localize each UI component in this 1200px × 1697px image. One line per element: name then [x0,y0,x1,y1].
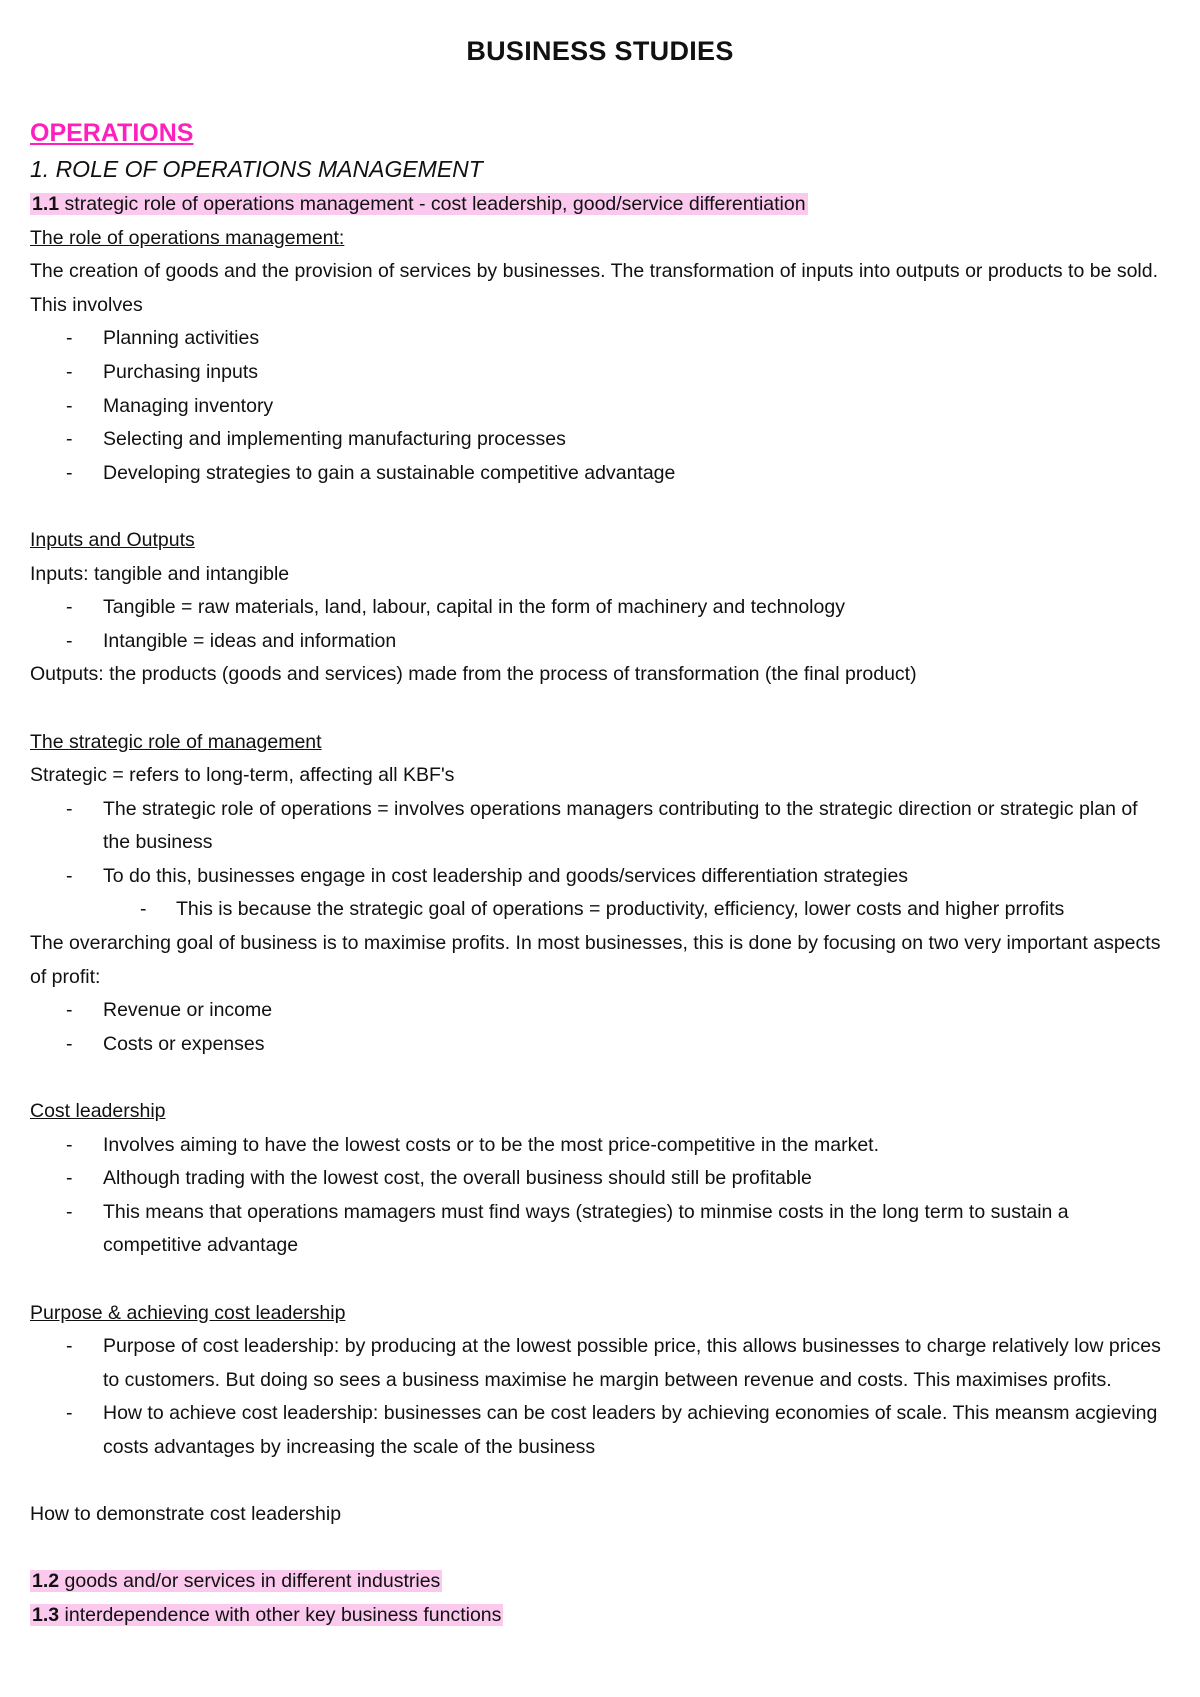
section-heading: OPERATIONS [30,119,194,147]
topic-number: 1.1 [32,193,60,215]
topic-text: goods and/or services in different industries [59,1570,441,1593]
list-item-text: Involves aiming to have the lowest costs or to be the most price-competitive in the market. [103,1133,880,1156]
topic-1-1 [30,188,1170,222]
list-item [30,457,1170,491]
spacer [30,692,1170,726]
spacer [30,1061,1170,1095]
inputs-line: Inputs: tangible and intangible [30,562,290,585]
role-paragraph: The creation of goods and the provision of services by businesses. The transformation of inputs into outputs or products to be sold. This involves [30,260,1159,316]
outputs-line: Outputs: the products (goods and services) made from the process of transformation (the final product) [30,663,917,686]
dash: - [66,999,73,1022]
dash: - [66,360,73,383]
dash: - [66,327,73,350]
dash: - [140,898,147,921]
list-item [30,1330,1170,1397]
list-item-text: Selecting and implementing manufacturing processes [103,428,566,451]
list-item [30,591,1170,625]
list-item [30,793,1170,860]
strategic-paragraph: The overarching goal of business is to maximise profits. In most businesses, this is done by focusing on two very important aspects of profit: [30,932,1161,988]
cost-heading: Cost leadership [30,1100,166,1123]
list-item [30,1129,1170,1163]
list-item [30,423,1170,457]
dash: - [66,428,73,451]
dash: - [66,629,73,652]
list-item-text: The strategic role of operations = involves operations managers contributing to the strategic direction or strategic plan of the business [103,797,1138,854]
topic-1-3 [30,1599,1170,1633]
list-item [30,1397,1170,1464]
dash: - [66,1032,73,1055]
spacer [30,1263,1170,1297]
list-item [30,1162,1170,1196]
dash: - [66,797,73,820]
document-title: BUSINESS STUDIES [466,36,734,66]
topic-1-2 [30,1565,1170,1599]
list-item [30,625,1170,659]
list-item-text: Planning activities [103,327,260,350]
strategic-line: Strategic = refers to long-term, affecting all KBF's [30,764,455,787]
list-item-text: This is because the strategic goal of operations = productivity, efficiency, lower costs and higher prrofits [176,898,1065,921]
list-item [30,322,1170,356]
list-item [30,994,1170,1028]
purpose-heading: Purpose & achieving cost leadership [30,1301,346,1324]
list-item-text: Managing inventory [103,394,274,417]
list-item-text: Intangible = ideas and information [103,629,397,652]
dash: - [66,1335,73,1358]
role-heading: The role of operations management: [30,226,345,249]
dash: - [66,461,73,484]
inputs-heading: Inputs and Outputs [30,528,195,551]
highlight [30,193,808,215]
list-item [30,1196,1170,1263]
topic-text: strategic role of operations management - cost leadership, good/service differentiation [59,193,806,215]
spacer [30,1532,1170,1566]
dash: - [66,596,73,619]
list-item [30,860,1170,894]
topic-text: interdependence with other key business functions [59,1603,502,1626]
dash: - [66,394,73,417]
highlight [30,1570,442,1592]
list-item-text: How to achieve cost leadership: businesses can be cost leaders by achieving economies of scale. This meansm acgieving costs advantages by increasing the scale of the business [103,1402,1158,1458]
list-item [30,356,1170,390]
list-item-text: Although trading with the lowest cost, the overall business should still be profitable [103,1167,812,1190]
dash: - [66,1167,73,1190]
topic-number: 1.2 [32,1570,60,1593]
spacer [30,1465,1170,1499]
dash: - [66,864,73,887]
demonstrate-line: How to demonstrate cost leadership [30,1503,342,1526]
list-item-text: Tangible = raw materials, land, labour, capital in the form of machinery and technology [103,596,845,619]
list-item [30,390,1170,424]
document-page [30,30,1170,1633]
list-item-text: Purpose of cost leadership: by producing at the lowest possible price, this allows businesses to charge relatively low prices to customers. But doing so sees a business maximise he margin between revenue and costs. This maximises profits. [103,1335,1161,1391]
highlight [30,1604,503,1626]
list-item-text: To do this, businesses engage in cost leadership and goods/services differentiation strategies [103,864,909,887]
strategic-heading: The strategic role of management [30,730,322,753]
dash: - [66,1200,73,1223]
list-item-text: Costs or expenses [103,1032,265,1055]
spacer [30,490,1170,524]
list-item-text: This means that operations mamagers must find ways (strategies) to minmise costs in the long term to sustain a competitive advantage [103,1200,1069,1257]
list-item-text: Purchasing inputs [103,360,259,383]
list-item-text: Revenue or income [103,999,273,1022]
dash: - [66,1133,73,1156]
dash: - [66,1402,73,1425]
topic-number: 1.3 [32,1603,60,1626]
sub-list-item [30,893,1170,927]
list-item-text: Developing strategies to gain a sustainable competitive advantage [103,461,676,484]
sub-heading: 1. ROLE OF OPERATIONS MANAGEMENT [30,156,483,182]
list-item [30,1028,1170,1062]
